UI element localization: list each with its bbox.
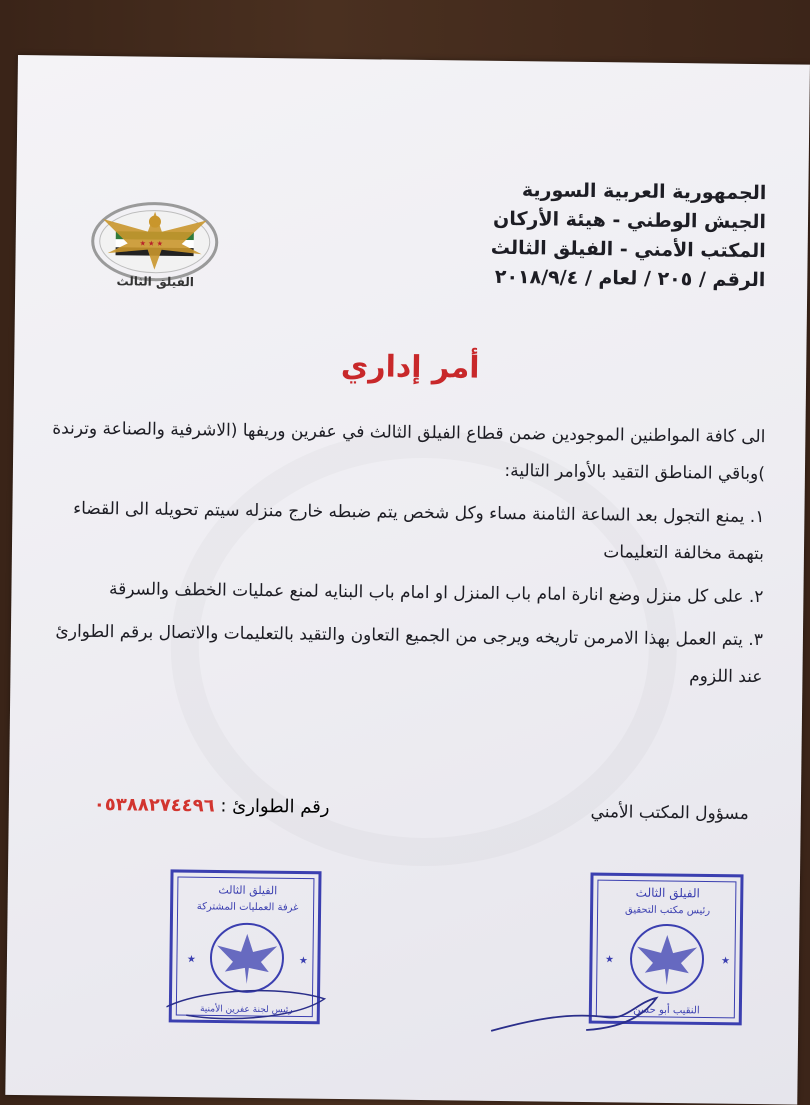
order-item: ٢. على كل منزل وضع انارة امام باب المنزل او امام باب البنايه لمنع عمليات الخطف والسرقة	[108, 579, 764, 608]
right-stamp-bottom: النقيب أبو حسن	[633, 1004, 700, 1017]
order-item: ٣. يتم العمل بهذا الامرمن تاريخه ويرجى من الجميع التعاون والتقيد بالتعليمات والاتصال برقم الطوارئ عند اللزوم	[55, 621, 764, 688]
emergency-label: رقم الطوارئ :	[220, 795, 330, 818]
document-header	[490, 176, 766, 295]
corps-logo	[87, 191, 223, 308]
header-reference: الرقم / ٢٠٥ / لعام / ٢٠١٨/٩/٤	[494, 265, 766, 292]
svg-text:★: ★	[298, 955, 308, 967]
emergency-number: ٠٥٣٨٨٢٧٤٤٩٦	[93, 793, 215, 817]
left-stamp-sub: غرفة العمليات المشتركة	[196, 901, 299, 914]
right-stamp-top: الفيلق الثالث	[635, 885, 700, 901]
intro-paragraph: الى كافة المواطنين الموجودين ضمن قطاع الفيلق الثالث في عفرين وريفها (الاشرفية والصناعة وترندة )وباقي المناطق التقيد بالأوامر التالية:	[52, 418, 766, 485]
document-body	[30, 410, 765, 702]
document-title: أمر إداري	[340, 348, 480, 386]
signatory-title: مسؤول المكتب الأمني	[590, 802, 749, 824]
right-stamp-sub: رئيس مكتب التحقيق	[624, 904, 711, 917]
svg-text:★ ★ ★: ★ ★ ★	[139, 239, 164, 248]
header-army: الجيش الوطني - هيئة الأركان	[492, 207, 767, 234]
header-country: الجمهورية العربية السورية	[521, 179, 767, 205]
svg-text:★: ★	[604, 954, 615, 966]
svg-text:★: ★	[186, 954, 196, 966]
signature	[486, 981, 677, 1043]
left-stamp	[166, 867, 328, 1034]
document-page	[5, 55, 810, 1105]
left-stamp-top: الفيلق الثالث	[218, 883, 278, 898]
header-office: المكتب الأمني - الفيلق الثالث	[490, 236, 766, 263]
logo-caption: الفيلق الثالث	[116, 274, 194, 290]
svg-text:★: ★	[720, 955, 731, 967]
left-stamp-bottom: رئيس لجنة عفرين الأمنية	[199, 1004, 293, 1016]
emergency-line	[94, 794, 330, 818]
order-item: ١. يمنع التجول بعد الساعة الثامنة مساء وكل شخص يتم ضبطه خارج منزله سيتم تحويله الى القضاء بتهمة مخالفة التعليمات	[73, 498, 765, 565]
